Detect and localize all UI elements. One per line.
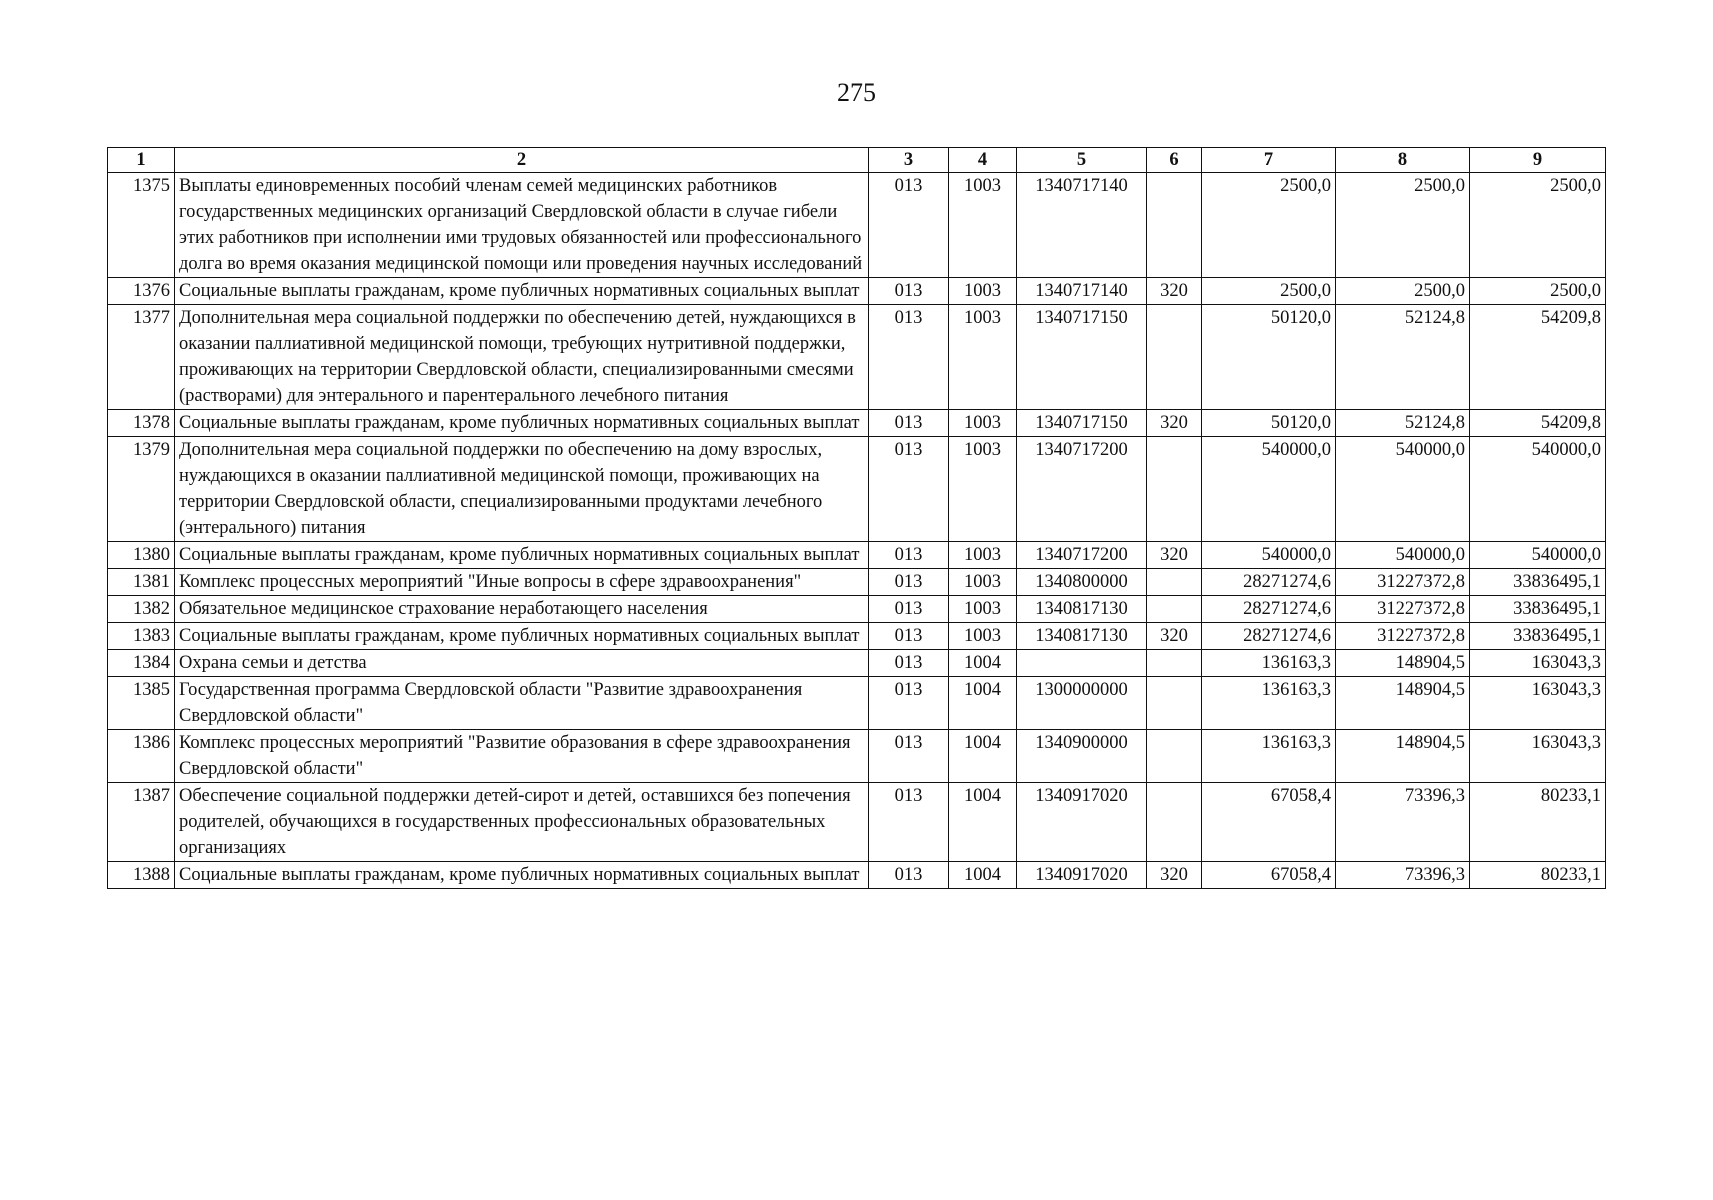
amount-year-2: 73396,3 [1336, 783, 1470, 862]
amount-year-1: 540000,0 [1202, 437, 1336, 542]
expense-type-code [1147, 596, 1202, 623]
ministry-code: 013 [869, 542, 949, 569]
expense-type-code [1147, 437, 1202, 542]
target-article-code: 1340917020 [1017, 783, 1147, 862]
expense-type-code [1147, 650, 1202, 677]
amount-year-3: 80233,1 [1470, 862, 1606, 889]
ministry-code: 013 [869, 596, 949, 623]
amount-year-3: 540000,0 [1470, 437, 1606, 542]
row-number: 1382 [108, 596, 175, 623]
amount-year-2: 148904,5 [1336, 730, 1470, 783]
row-name: Социальные выплаты гражданам, кроме публичных нормативных социальных выплат [175, 278, 869, 305]
section-code: 1003 [949, 410, 1017, 437]
table-row [108, 437, 1606, 542]
target-article-code [1017, 650, 1147, 677]
target-article-code: 1340900000 [1017, 730, 1147, 783]
section-code: 1003 [949, 542, 1017, 569]
amount-year-1: 2500,0 [1202, 173, 1336, 278]
ministry-code: 013 [869, 305, 949, 410]
amount-year-3: 54209,8 [1470, 305, 1606, 410]
amount-year-2: 31227372,8 [1336, 596, 1470, 623]
expense-type-code [1147, 677, 1202, 730]
amount-year-3: 2500,0 [1470, 173, 1606, 278]
row-number: 1383 [108, 623, 175, 650]
amount-year-1: 50120,0 [1202, 305, 1336, 410]
section-code: 1004 [949, 730, 1017, 783]
row-number: 1375 [108, 173, 175, 278]
row-number: 1376 [108, 278, 175, 305]
amount-year-3: 163043,3 [1470, 677, 1606, 730]
row-number: 1380 [108, 542, 175, 569]
row-number: 1379 [108, 437, 175, 542]
target-article-code: 1340717140 [1017, 173, 1147, 278]
expense-type-code [1147, 783, 1202, 862]
expense-type-code [1147, 305, 1202, 410]
ministry-code: 013 [869, 730, 949, 783]
target-article-code: 1340800000 [1017, 569, 1147, 596]
section-code: 1003 [949, 623, 1017, 650]
expense-type-code: 320 [1147, 278, 1202, 305]
amount-year-2: 148904,5 [1336, 650, 1470, 677]
expense-type-code: 320 [1147, 623, 1202, 650]
budget-table [107, 147, 1606, 889]
column-header: 4 [949, 148, 1017, 173]
amount-year-1: 28271274,6 [1202, 623, 1336, 650]
table-body [108, 173, 1606, 889]
section-code: 1004 [949, 862, 1017, 889]
row-number: 1388 [108, 862, 175, 889]
expense-type-code: 320 [1147, 542, 1202, 569]
amount-year-1: 136163,3 [1202, 650, 1336, 677]
row-name: Социальные выплаты гражданам, кроме публичных нормативных социальных выплат [175, 410, 869, 437]
expense-type-code [1147, 730, 1202, 783]
row-name: Охрана семьи и детства [175, 650, 869, 677]
amount-year-3: 33836495,1 [1470, 623, 1606, 650]
target-article-code: 1340717150 [1017, 305, 1147, 410]
table-row [108, 278, 1606, 305]
amount-year-2: 2500,0 [1336, 173, 1470, 278]
ministry-code: 013 [869, 410, 949, 437]
target-article-code: 1340817130 [1017, 596, 1147, 623]
ministry-code: 013 [869, 173, 949, 278]
amount-year-3: 163043,3 [1470, 730, 1606, 783]
ministry-code: 013 [869, 623, 949, 650]
column-header: 8 [1336, 148, 1470, 173]
amount-year-2: 73396,3 [1336, 862, 1470, 889]
column-header: 9 [1470, 148, 1606, 173]
amount-year-1: 67058,4 [1202, 783, 1336, 862]
target-article-code: 1340717150 [1017, 410, 1147, 437]
ministry-code: 013 [869, 862, 949, 889]
amount-year-1: 136163,3 [1202, 730, 1336, 783]
section-code: 1004 [949, 650, 1017, 677]
expense-type-code: 320 [1147, 410, 1202, 437]
table-row [108, 730, 1606, 783]
row-number: 1381 [108, 569, 175, 596]
row-name: Выплаты единовременных пособий членам семей медицинских работников государственных медицинских организаций Свердловской области в случае гибели этих работников при исполнении ими трудовых обязанностей или профессионального долга во время оказания медицинской помощи или проведения научных исследований [175, 173, 869, 278]
ministry-code: 013 [869, 650, 949, 677]
ministry-code: 013 [869, 278, 949, 305]
table-row [108, 677, 1606, 730]
target-article-code: 1340817130 [1017, 623, 1147, 650]
table-row [108, 783, 1606, 862]
table-row [108, 173, 1606, 278]
amount-year-2: 52124,8 [1336, 305, 1470, 410]
column-header: 1 [108, 148, 175, 173]
section-code: 1003 [949, 278, 1017, 305]
row-name: Дополнительная мера социальной поддержки по обеспечению детей, нуждающихся в оказании паллиативной медицинской помощи, требующих нутритивной поддержки, проживающих на территории Свердловской области, специализированными смесями (растворами) для энтерального и парентерального лечебного питания [175, 305, 869, 410]
amount-year-1: 28271274,6 [1202, 596, 1336, 623]
amount-year-2: 31227372,8 [1336, 569, 1470, 596]
column-header: 6 [1147, 148, 1202, 173]
amount-year-2: 31227372,8 [1336, 623, 1470, 650]
row-name: Комплекс процессных мероприятий "Иные вопросы в сфере здравоохранения" [175, 569, 869, 596]
section-code: 1003 [949, 437, 1017, 542]
amount-year-1: 540000,0 [1202, 542, 1336, 569]
amount-year-1: 50120,0 [1202, 410, 1336, 437]
expense-type-code [1147, 569, 1202, 596]
amount-year-2: 540000,0 [1336, 437, 1470, 542]
page-number: 275 [837, 78, 876, 107]
row-number: 1384 [108, 650, 175, 677]
target-article-code: 1340717200 [1017, 542, 1147, 569]
section-code: 1003 [949, 596, 1017, 623]
amount-year-3: 33836495,1 [1470, 569, 1606, 596]
ministry-code: 013 [869, 677, 949, 730]
amount-year-2: 52124,8 [1336, 410, 1470, 437]
amount-year-3: 33836495,1 [1470, 596, 1606, 623]
section-code: 1004 [949, 783, 1017, 862]
target-article-code: 1300000000 [1017, 677, 1147, 730]
row-number: 1386 [108, 730, 175, 783]
row-name: Социальные выплаты гражданам, кроме публичных нормативных социальных выплат [175, 623, 869, 650]
row-name: Дополнительная мера социальной поддержки по обеспечению на дому взрослых, нуждающихся в оказании паллиативной медицинской помощи, проживающих на территории Свердловской области, специализированными продуктами лечебного (энтерального) питания [175, 437, 869, 542]
expense-type-code [1147, 173, 1202, 278]
table-row [108, 410, 1606, 437]
row-number: 1385 [108, 677, 175, 730]
target-article-code: 1340717140 [1017, 278, 1147, 305]
section-code: 1004 [949, 677, 1017, 730]
column-header: 5 [1017, 148, 1147, 173]
table-row [108, 542, 1606, 569]
row-name: Государственная программа Свердловской области "Развитие здравоохранения Свердловской области" [175, 677, 869, 730]
amount-year-3: 540000,0 [1470, 542, 1606, 569]
amount-year-3: 54209,8 [1470, 410, 1606, 437]
row-number: 1377 [108, 305, 175, 410]
table-row [108, 569, 1606, 596]
column-header: 3 [869, 148, 949, 173]
amount-year-3: 80233,1 [1470, 783, 1606, 862]
expense-type-code: 320 [1147, 862, 1202, 889]
target-article-code: 1340717200 [1017, 437, 1147, 542]
table-row [108, 862, 1606, 889]
amount-year-2: 540000,0 [1336, 542, 1470, 569]
row-name: Обязательное медицинское страхование неработающего населения [175, 596, 869, 623]
section-code: 1003 [949, 569, 1017, 596]
row-number: 1387 [108, 783, 175, 862]
amount-year-3: 2500,0 [1470, 278, 1606, 305]
amount-year-1: 67058,4 [1202, 862, 1336, 889]
amount-year-3: 163043,3 [1470, 650, 1606, 677]
table-row [108, 596, 1606, 623]
amount-year-1: 28271274,6 [1202, 569, 1336, 596]
column-header: 2 [175, 148, 869, 173]
row-number: 1378 [108, 410, 175, 437]
row-name: Социальные выплаты гражданам, кроме публичных нормативных социальных выплат [175, 542, 869, 569]
target-article-code: 1340917020 [1017, 862, 1147, 889]
section-code: 1003 [949, 173, 1017, 278]
amount-year-2: 148904,5 [1336, 677, 1470, 730]
section-code: 1003 [949, 305, 1017, 410]
amount-year-2: 2500,0 [1336, 278, 1470, 305]
table-row [108, 623, 1606, 650]
table-row [108, 650, 1606, 677]
header-row [108, 148, 1606, 173]
ministry-code: 013 [869, 569, 949, 596]
amount-year-1: 2500,0 [1202, 278, 1336, 305]
row-name: Комплекс процессных мероприятий "Развитие образования в сфере здравоохранения Свердловской области" [175, 730, 869, 783]
column-header: 7 [1202, 148, 1336, 173]
row-name: Обеспечение социальной поддержки детей-сирот и детей, оставшихся без попечения родителей, обучающихся в государственных профессиональных образовательных организациях [175, 783, 869, 862]
ministry-code: 013 [869, 783, 949, 862]
row-name: Социальные выплаты гражданам, кроме публичных нормативных социальных выплат [175, 862, 869, 889]
table-row [108, 305, 1606, 410]
ministry-code: 013 [869, 437, 949, 542]
amount-year-1: 136163,3 [1202, 677, 1336, 730]
